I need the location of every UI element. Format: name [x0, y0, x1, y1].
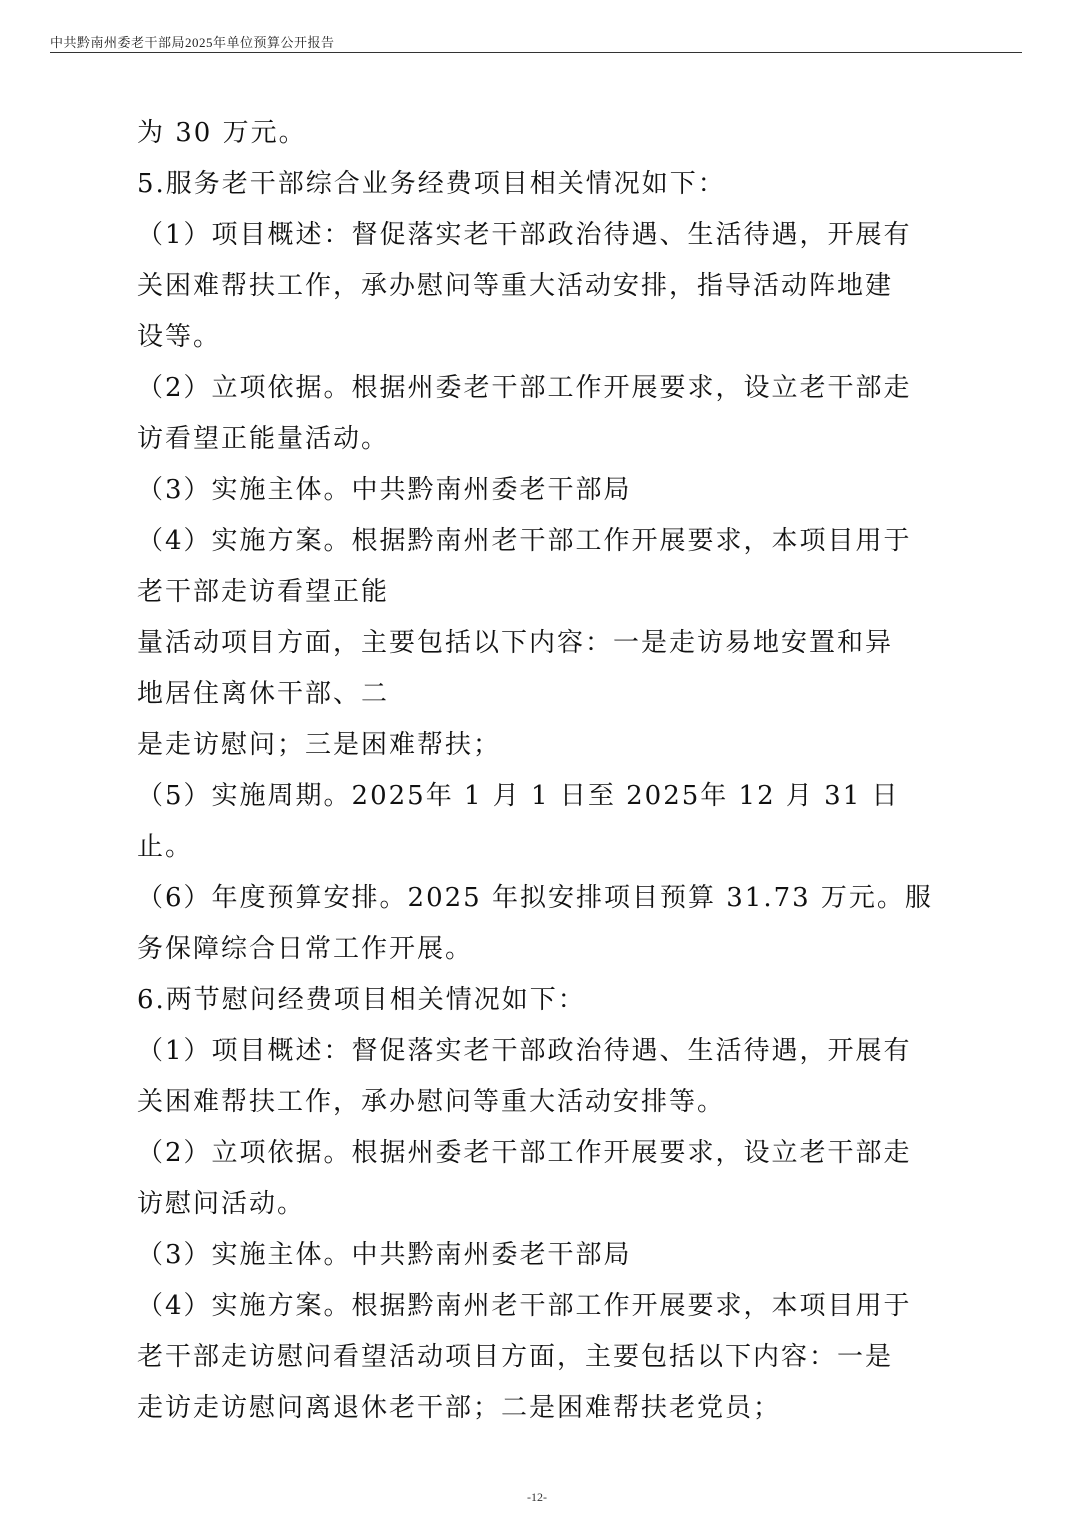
- body-line: 止。: [137, 832, 194, 862]
- document-body: [137, 108, 942, 1434]
- header-divider: [50, 52, 1022, 53]
- body-line: 走访走访慰问离退休老干部；二是困难帮扶老党员；: [137, 1393, 782, 1423]
- body-line: （2）立项依据。根据州委老干部工作开展要求，设立老干部走: [137, 373, 912, 403]
- body-line: 为 30 万元。: [137, 118, 307, 148]
- document-header: 中共黔南州委老干部局2025年单位预算公开报告: [50, 35, 335, 50]
- page-number: -12-: [527, 1490, 547, 1504]
- section-heading: 6.两节慰问经费项目相关情况如下：: [137, 985, 586, 1015]
- body-line: 地居住离休干部、二: [137, 679, 390, 709]
- body-line: 访看望正能量活动。: [137, 424, 390, 454]
- body-line: （4）实施方案。根据黔南州老干部工作开展要求，本项目用于: [137, 1291, 912, 1321]
- body-line: （2）立项依据。根据州委老干部工作开展要求，设立老干部走: [137, 1138, 912, 1168]
- body-line: 量活动项目方面，主要包括以下内容：一是走访易地安置和异: [137, 628, 894, 658]
- body-line: 务保障综合日常工作开展。: [137, 934, 474, 964]
- body-line: （1）项目概述：督促落实老干部政治待遇、生活待遇，开展有: [137, 220, 912, 250]
- body-line: 老干部走访看望正能: [137, 577, 390, 607]
- body-line: （6）年度预算安排。2025 年拟安排项目预算 31.73 万元。服: [137, 883, 933, 913]
- body-line: （4）实施方案。根据黔南州老干部工作开展要求，本项目用于: [137, 526, 912, 556]
- body-line: 老干部走访慰问看望活动项目方面，主要包括以下内容：一是: [137, 1342, 894, 1372]
- body-line: 访慰问活动。: [137, 1189, 306, 1219]
- body-line: （3）实施主体。中共黔南州委老干部局: [137, 475, 632, 505]
- body-line: （1）项目概述：督促落实老干部政治待遇、生活待遇，开展有: [137, 1036, 912, 1066]
- body-line: （3）实施主体。中共黔南州委老干部局: [137, 1240, 632, 1270]
- body-line: （5）实施周期。2025年 1 月 1 日至 2025年 12 月 31 日: [137, 781, 900, 811]
- section-heading: 5.服务老干部综合业务经费项目相关情况如下：: [137, 169, 726, 199]
- body-line: 是走访慰问；三是困难帮扶；: [137, 730, 502, 760]
- body-line: 设等。: [137, 322, 222, 352]
- body-line: 关困难帮扶工作，承办慰问等重大活动安排等。: [137, 1087, 726, 1117]
- body-line: 关困难帮扶工作，承办慰问等重大活动安排，指导活动阵地建: [137, 271, 894, 301]
